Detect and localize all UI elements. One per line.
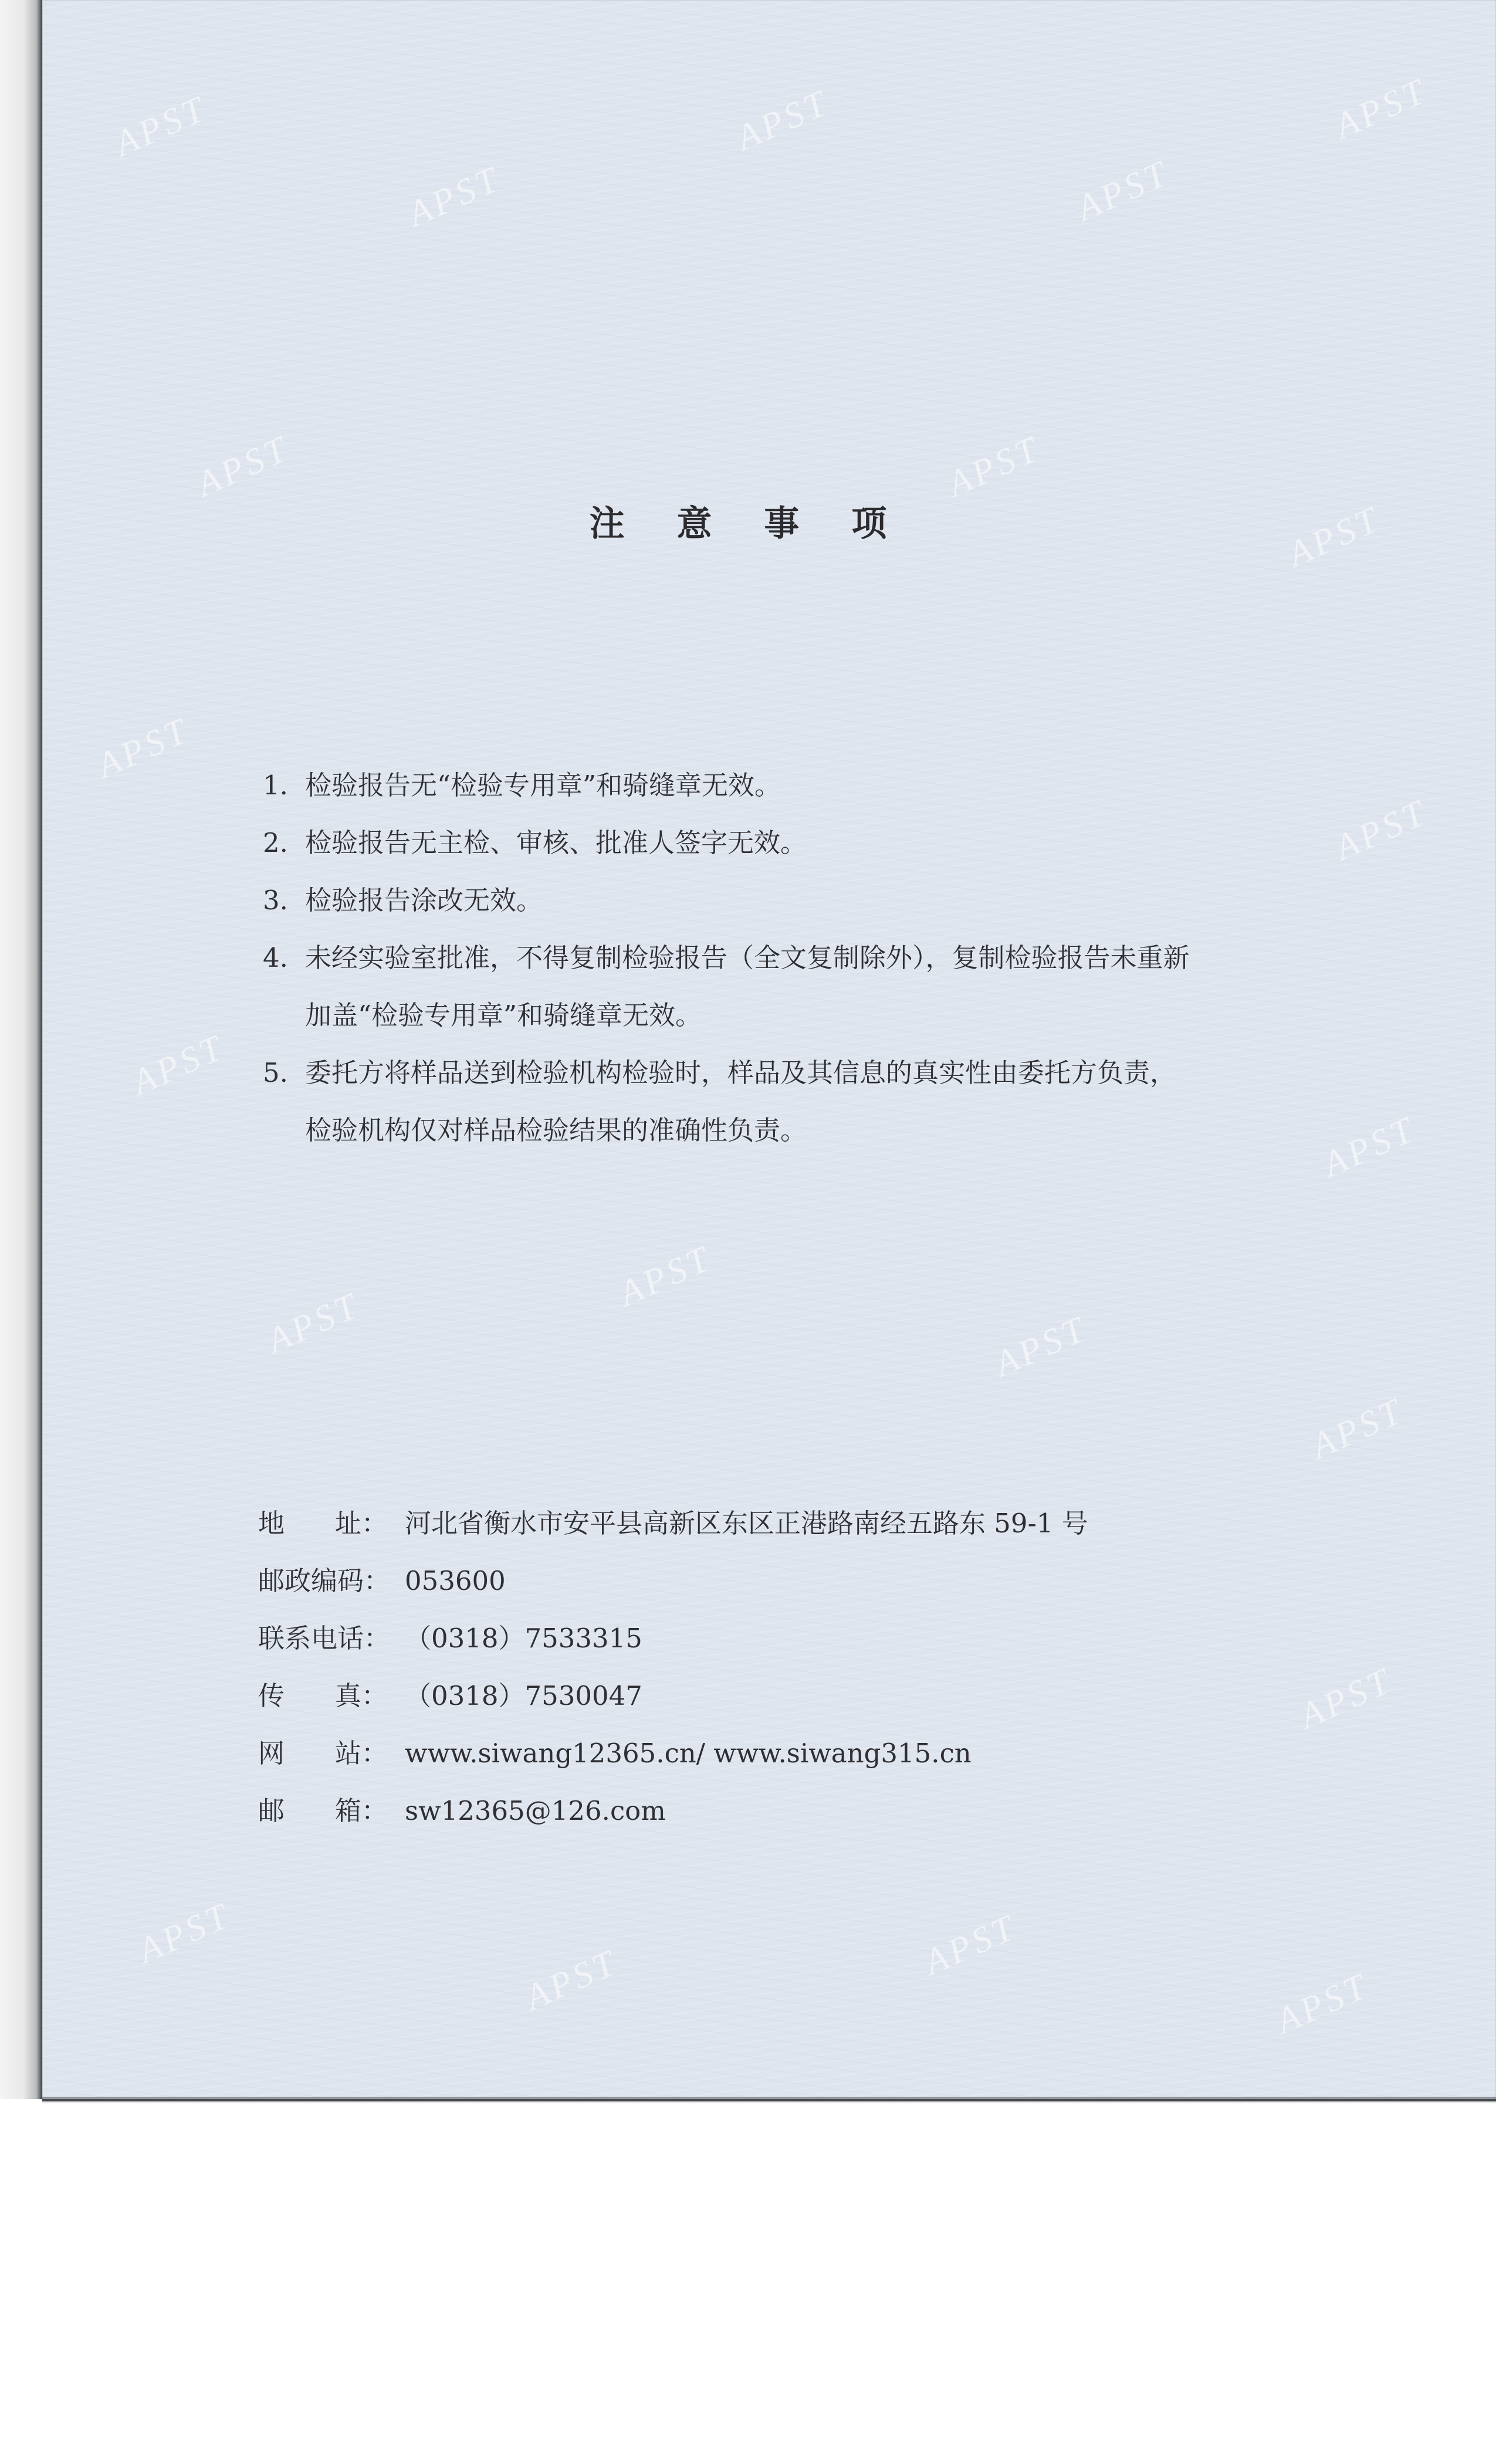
contact-email [258,1782,1373,1840]
watermark-text: APST [261,1285,366,1361]
email-label: 邮 箱： [258,1795,388,1826]
phone-label: 联系电话： [258,1623,391,1654]
address-label: 地 址： [258,1508,388,1539]
contact-postcode [258,1552,1373,1610]
watermark-text: APST [1305,1390,1410,1467]
note-item [263,872,1331,929]
watermark-text: APST [132,1895,237,1971]
note-text: 检验报告涂改无效。 [305,885,543,916]
notes-list [263,757,1331,1159]
note-number: 4. [263,942,288,973]
watermark-text: APST [519,1942,624,2018]
watermark-text: APST [126,1027,231,1103]
note-number: 5. [263,1057,288,1088]
watermark-text: APST [1294,1660,1399,1737]
contact-phone [258,1610,1373,1667]
watermark-text: APST [918,1907,1023,1983]
note-text: 检验报告无“检验专用章”和骑缝章无效。 [305,770,781,801]
watermark-text: APST [191,428,296,505]
email-value: sw12365@126.com [405,1795,666,1826]
watermark-text: APST [109,88,214,164]
note-number: 2. [263,827,288,858]
note-item [263,814,1331,872]
fax-label: 传 真： [258,1680,388,1711]
watermark-text: APST [1071,153,1176,229]
watermark-text: APST [91,710,196,786]
website-label: 网 站： [258,1738,388,1769]
note-item [263,1044,1331,1159]
watermark-text: APST [942,428,1047,505]
contact-address [258,1495,1373,1552]
watermark-text: APST [989,1308,1094,1385]
note-number: 1. [263,770,288,801]
watermark-text: APST [402,158,507,235]
fax-value: （0318）7530047 [405,1680,642,1711]
note-number: 3. [263,885,288,916]
watermark-text: APST [613,1238,718,1314]
contact-website [258,1725,1373,1782]
postcode-value: 053600 [405,1565,506,1596]
scanner-edge [0,0,42,2099]
note-text: 未经实验室批准，不得复制检验报告（全文复制除外），复制检验报告未重新 加盖“检验专用章”和骑缝章无效。 [305,942,1190,1031]
page-title: 注 意 事 项 [589,503,907,544]
address-value: 河北省衡水市安平县高新区东区正港路南经五路东 59-1 号 [405,1508,1088,1539]
watermark-text: APST [1270,1965,1375,2042]
contact-info [258,1495,1373,1840]
watermark-text: APST [1329,70,1434,147]
watermark-text: APST [1282,499,1387,575]
note-item [263,929,1331,1044]
note-text: 检验报告无主检、审核、批准人签字无效。 [305,827,807,858]
watermark-text: APST [1317,1109,1422,1185]
watermark-text: APST [1329,792,1434,868]
watermark-text: APST [730,82,835,158]
phone-value: （0318）7533315 [405,1623,642,1654]
website-value: www.siwang12365.cn/ www.siwang315.cn [405,1738,972,1769]
note-item [263,757,1331,814]
contact-fax [258,1667,1373,1725]
note-text: 委托方将样品送到检验机构检验时，样品及其信息的真实性由委托方负责， 检验机构仅对样品检验结果的准确性负责。 [305,1057,1177,1146]
postcode-label: 邮政编码： [258,1565,391,1596]
